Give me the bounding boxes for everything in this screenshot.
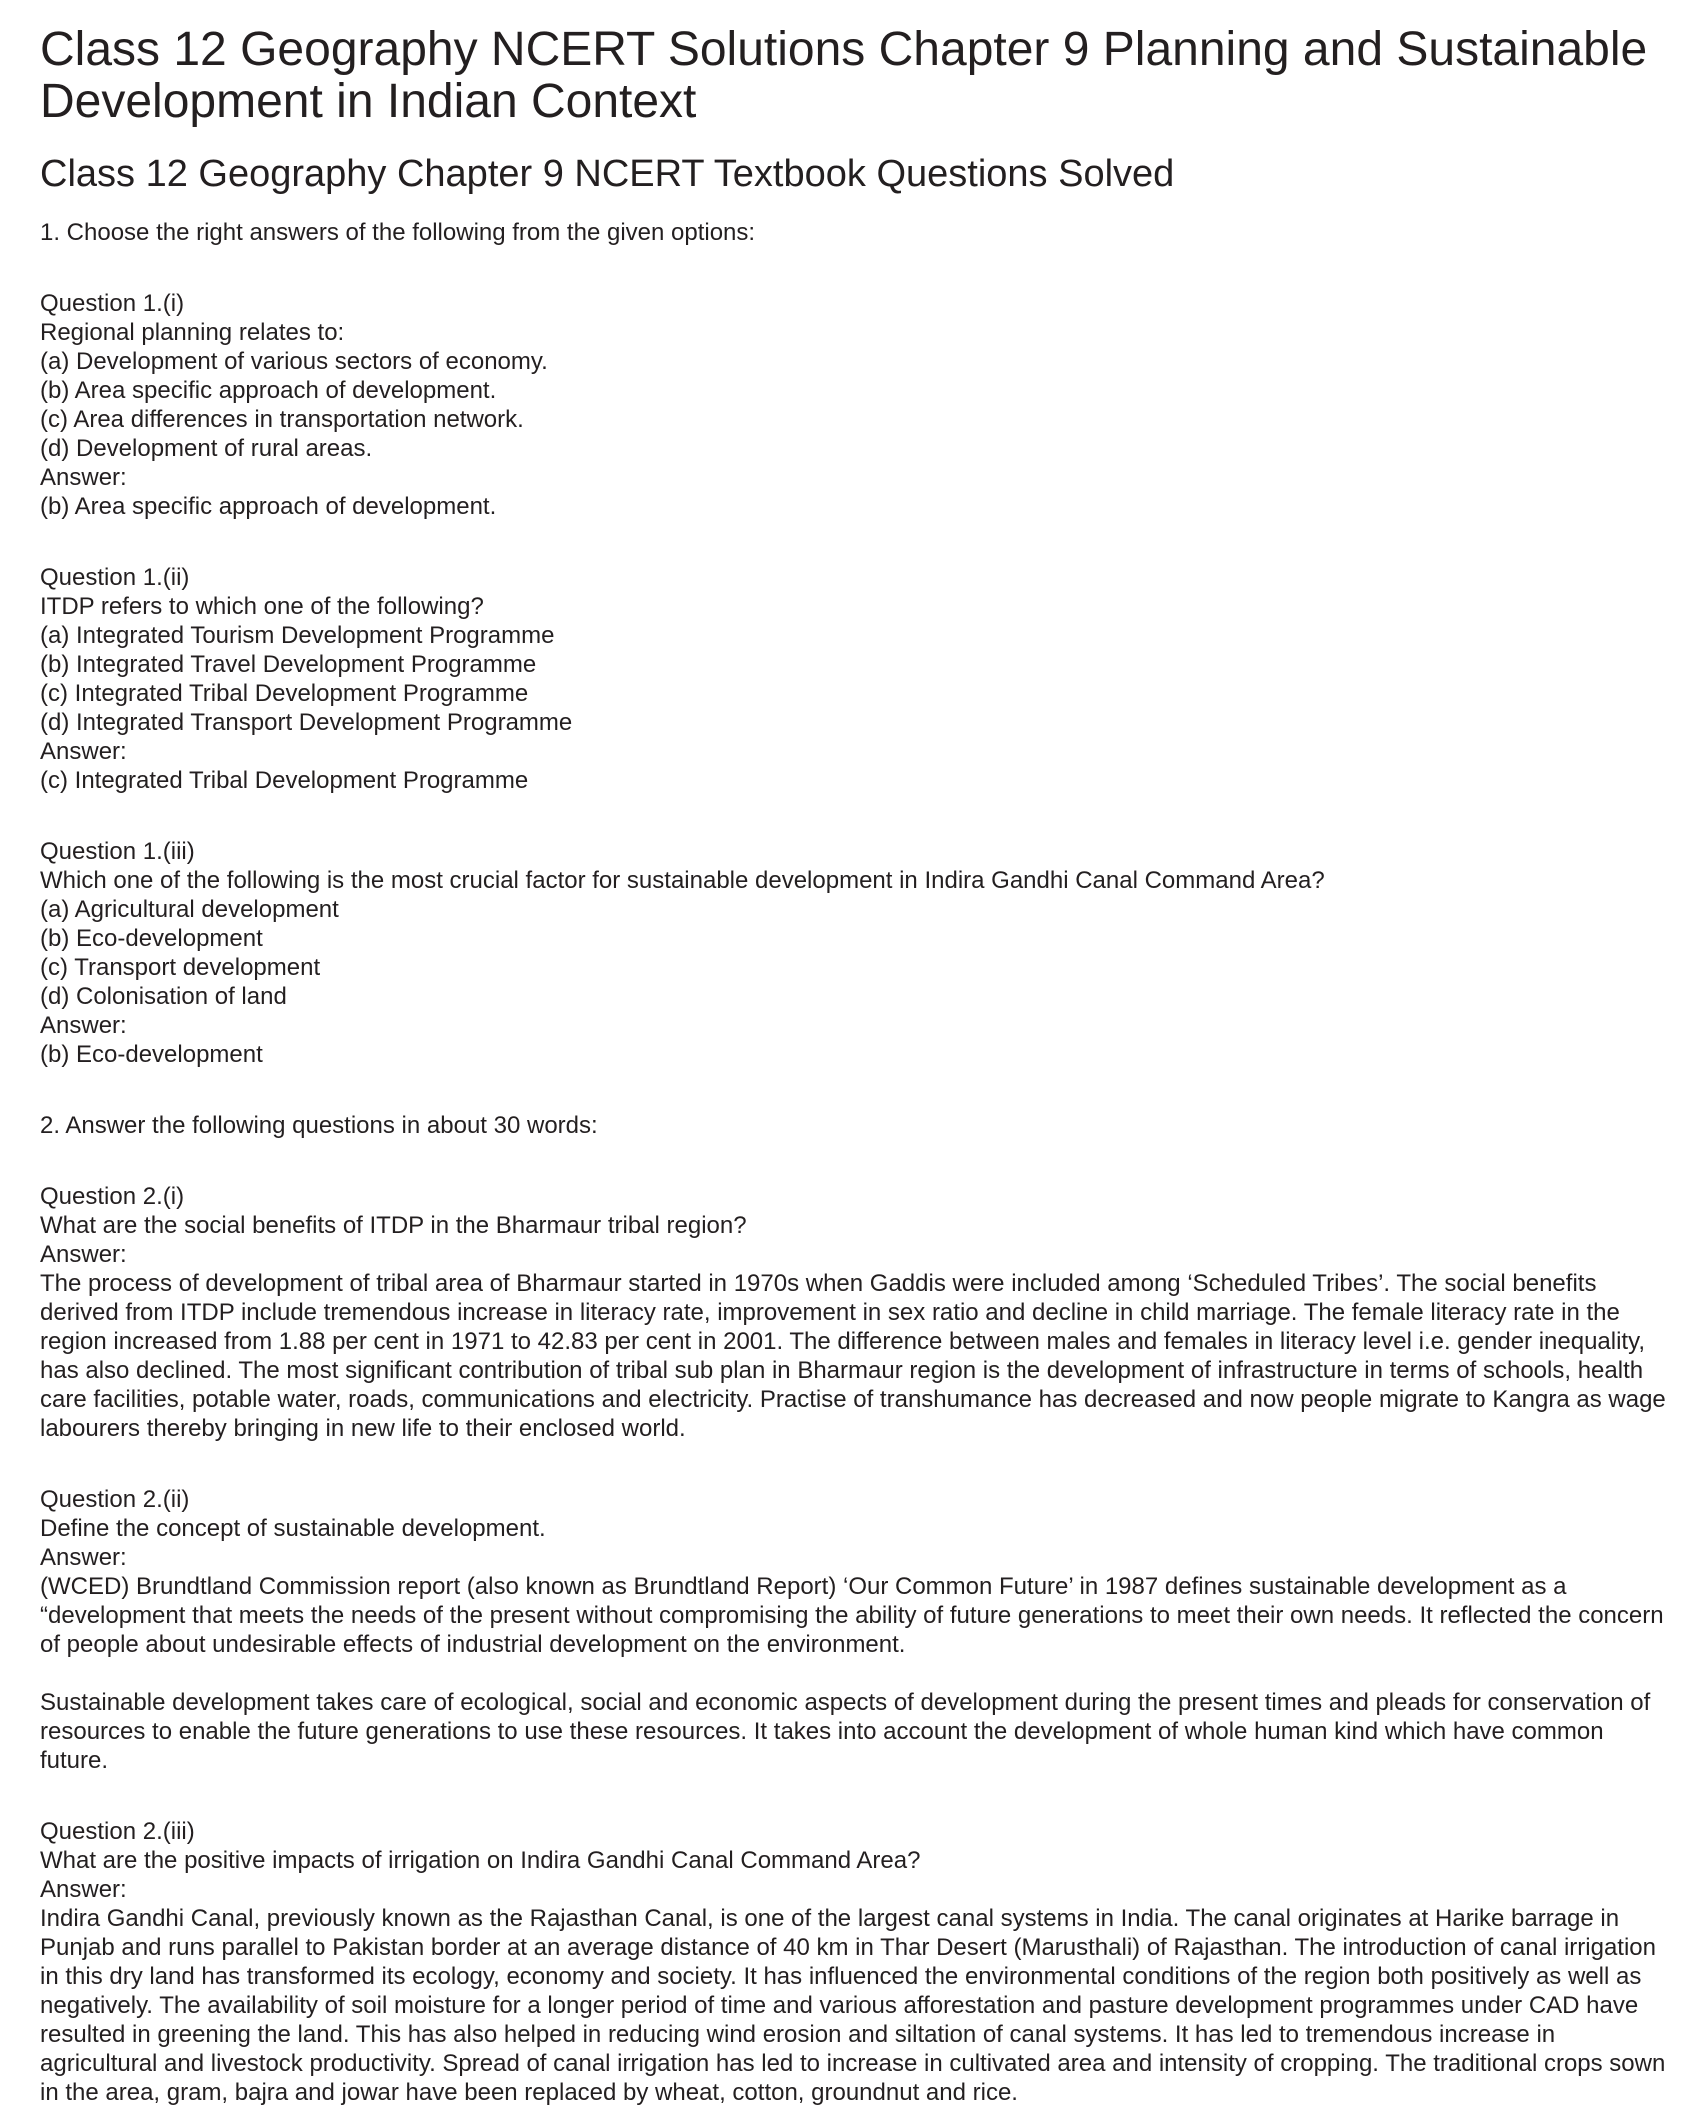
- question-block-2-i: [40, 1182, 1676, 1443]
- question-block-1-iii: [40, 837, 1676, 1069]
- page-subtitle: Class 12 Geography Chapter 9 NCERT Textbook Questions Solved: [40, 153, 1175, 195]
- answer-paragraph: Indira Gandhi Canal, previously known as the Rajasthan Canal, is one of the largest canal systems in India. The canal originates at Harike barrage in Punjab and runs parallel to Pakistan border at an average distance of 40 km in Thar Desert (Marusthali) of Rajasthan. The introduction of canal irrigation in this dry land has transformed its ecology, economy and society. It has influenced the environmental conditions of the region both positively as well as negatively. The availability of soil moisture for a longer period of time and various afforestation and pasture development programmes under CAD have resulted in greening the land. This has also helped in reducing wind erosion and siltation of canal systems. It has led to tremendous increase in agricultural and livestock productivity. Spread of canal irrigation has led to increase in cultivated area and intensity of cropping. The traditional crops sown in the area, gram, bajra and jowar have been replaced by wheat, cotton, groundnut and rice.: [40, 1905, 1666, 2106]
- option-a: (a) Development of various sectors of economy.: [40, 348, 548, 375]
- question-label: Question 2.(ii): [40, 1486, 190, 1513]
- question-label: Question 1.(ii): [40, 564, 190, 591]
- option-a: (a) Agricultural development: [40, 896, 339, 923]
- answer-text: (b) Area specific approach of development.: [40, 493, 497, 520]
- question-label: Question 2.(i): [40, 1183, 185, 1210]
- option-b: (b) Integrated Travel Development Programme: [40, 651, 537, 678]
- option-c: (c) Integrated Tribal Development Programme: [40, 680, 529, 707]
- question-text: Regional planning relates to:: [40, 319, 345, 346]
- question-block-2-ii: [40, 1485, 1676, 1775]
- section-2-intro: 2. Answer the following questions in about 30 words:: [40, 1112, 598, 1139]
- option-c: (c) Transport development: [40, 954, 321, 981]
- answer-label: Answer:: [40, 1544, 127, 1571]
- question-label: Question 2.(iii): [40, 1818, 195, 1845]
- answer-label: Answer:: [40, 1876, 127, 1903]
- answer-label: Answer:: [40, 464, 127, 491]
- question-text: What are the positive impacts of irrigation on Indira Gandhi Canal Command Area?: [40, 1847, 921, 1874]
- question-text: Define the concept of sustainable development.: [40, 1515, 546, 1542]
- answer-label: Answer:: [40, 1241, 127, 1268]
- option-b: (b) Eco-development: [40, 925, 263, 952]
- option-a: (a) Integrated Tourism Development Programme: [40, 622, 555, 649]
- question-text: ITDP refers to which one of the following?: [40, 593, 484, 620]
- section-1-intro: 1. Choose the right answers of the following from the given options:: [40, 219, 756, 246]
- question-block-1-i: [40, 289, 1676, 521]
- question-block-2-iii: [40, 1817, 1676, 2107]
- option-b: (b) Area specific approach of development.: [40, 377, 497, 404]
- question-label: Question 1.(i): [40, 290, 185, 317]
- question-label: Question 1.(iii): [40, 838, 195, 865]
- answer-paragraph: (WCED) Brundtland Commission report (also known as Brundtland Report) ‘Our Common Future’ in 1987 defines sustainable development as a “development that meets the needs of the present without compromising the ability of future generations to meet their own needs. It reflected the concern of people about undesirable effects of industrial development on the environment.: [40, 1573, 1664, 1658]
- option-d: (d) Development of rural areas.: [40, 435, 373, 462]
- option-d: (d) Integrated Transport Development Programme: [40, 709, 573, 736]
- question-text: What are the social benefits of ITDP in the Bharmaur tribal region?: [40, 1212, 747, 1239]
- answer-text: (c) Integrated Tribal Development Programme: [40, 767, 529, 794]
- question-block-1-ii: [40, 563, 1676, 795]
- option-d: (d) Colonisation of land: [40, 983, 287, 1010]
- answer-text: (b) Eco-development: [40, 1041, 263, 1068]
- answer-label: Answer:: [40, 1012, 127, 1039]
- answer-paragraph: The process of development of tribal area of Bharmaur started in 1970s when Gaddis were included among ‘Scheduled Tribes’. The social benefits derived from ITDP include tremendous increase in literacy rate, improvement in sex ratio and decline in child marriage. The female literacy rate in the region increased from 1.88 per cent in 1971 to 42.83 per cent in 2001. The difference between males and females in literacy level i.e. gender inequality, has also declined. The most significant contribution of tribal sub plan in Bharmaur region is the development of infrastructure in terms of schools, health care facilities, potable water, roads, communications and electricity. Practise of transhumance has decreased and now people migrate to Kangra as wage labourers thereby bringing in new life to their enclosed world.: [40, 1270, 1666, 1442]
- page-title: Class 12 Geography NCERT Solutions Chapter 9 Planning and Sustainable Development in Indian Context: [40, 23, 1648, 128]
- question-text: Which one of the following is the most crucial factor for sustainable development in Indira Gandhi Canal Command Area?: [40, 867, 1325, 894]
- answer-label: Answer:: [40, 738, 127, 765]
- answer-paragraph: Sustainable development takes care of ecological, social and economic aspects of development during the present times and pleads for conservation of resources to enable the future generations to use these resources. It takes into account the development of whole human kind which have common future.: [40, 1689, 1651, 1774]
- option-c: (c) Area differences in transportation network.: [40, 406, 524, 433]
